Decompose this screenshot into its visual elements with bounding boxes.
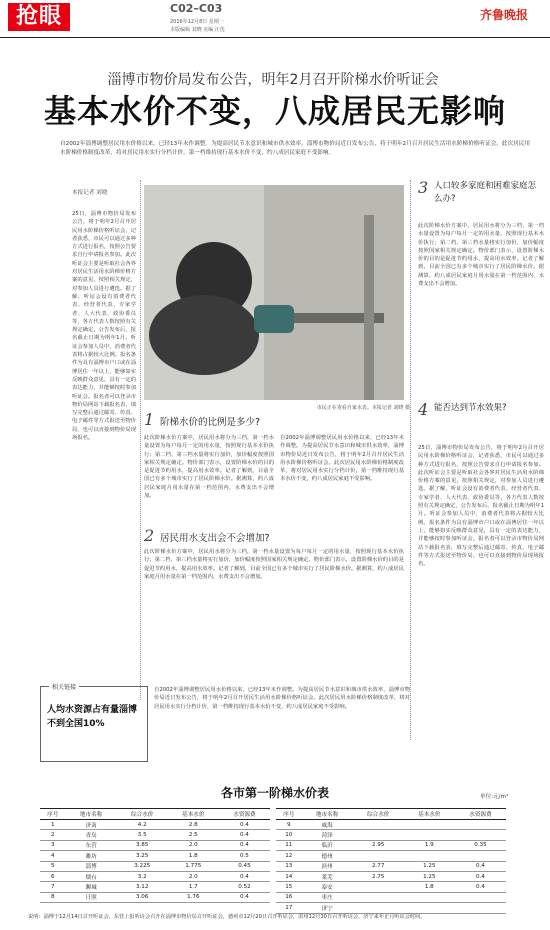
headline-kicker: 淄博市物价局发布公告，明年2月召开阶梯水价听证会 — [107, 72, 439, 88]
table-row — [276, 851, 506, 861]
table-cell: 东营 — [66, 840, 117, 850]
table-cell — [455, 830, 506, 840]
table-row — [276, 892, 506, 902]
table-cell: 2.75 — [353, 871, 404, 881]
body-col3: 自2002年淄博调整居民用水价格以来，已经13年未作调整。为提高居民节水意识和城市供水效率，淄博市物价局近日发布公告，将于明年2月召开居民生活用水阶梯价格听证会。此次居民用水阶梯价格制度改革，将对居民用水实行分档计价，第一档维持现行基本水价不变，约八成居民家庭不受影响。 — [280, 435, 404, 483]
table-cell: 4.2 — [117, 820, 168, 830]
table-row — [276, 830, 506, 840]
question-title: 人口较多家庭和困难家庭怎么办? — [434, 181, 537, 204]
table-row — [276, 882, 506, 892]
table-cell: 1.76 — [168, 892, 219, 902]
body-col4: 此次阶梯水价方案中，居民用水将分为三档，第一档水量设置为每户每月一定的用水量，按照现行基本水价执行；第二档、第三档水量将实行加价，加价幅度按照国家相关规定确定。物价部门表示，设置阶梯水价的目的是促进节约用水，提高用水效率。记者了解到，目前全国已有多个城市实行了居民阶梯水价。据测算，约八成居民家庭月用水量在第一档范围内，水费支出不会增加。 — [144, 549, 404, 580]
table-cell: 1 — [40, 820, 66, 830]
table-cell: 淄博 — [66, 861, 117, 871]
table-cell — [353, 892, 404, 902]
question-title: 阶梯水价的比例是多少? — [160, 417, 261, 428]
table-cell: 1.7 — [168, 882, 219, 892]
table-row — [40, 840, 270, 850]
table-cell: 济南 — [66, 820, 117, 830]
table-cell: 1.25 — [404, 861, 455, 871]
photo-caption: 市民正在查看自家水表。本报记者 刘晓 摄 — [316, 405, 410, 411]
table-cell: 2.0 — [168, 871, 219, 881]
table-cell: 0.45 — [219, 861, 270, 871]
table-cell — [455, 903, 506, 913]
table-cell: 0.4 — [219, 840, 270, 850]
header-cell: 序号 — [40, 809, 66, 820]
header-cell: 地市名称 — [66, 809, 117, 820]
col-divider — [410, 180, 411, 740]
issue-date: 2016年12月8日 星期一 — [170, 19, 224, 25]
question-4 — [418, 400, 544, 440]
table-cell: 3 — [40, 840, 66, 850]
table-cell: 潍坊 — [66, 851, 117, 861]
table-cell — [404, 830, 455, 840]
table-cell: 莱芜 — [302, 871, 353, 881]
table-cell: 菏泽 — [302, 830, 353, 840]
table-title: 各市第一阶梯水价表 — [220, 786, 329, 800]
table-cell: 聊城 — [66, 882, 117, 892]
question-number: 3 — [418, 178, 429, 197]
table-cell: 0.4 — [219, 892, 270, 902]
page-range: C02–C03 — [170, 2, 223, 15]
question-number: 2 — [144, 526, 155, 545]
table-cell: 1.8 — [404, 882, 455, 892]
table-cell: 青岛 — [66, 830, 117, 840]
table-row — [276, 861, 506, 871]
table-cell: 济宁 — [302, 903, 353, 913]
table-cell: 临沂 — [302, 840, 353, 850]
table-cell: 2.77 — [353, 861, 404, 871]
table-cell — [353, 820, 404, 830]
question-number: 1 — [144, 410, 155, 429]
table-cell: 0.4 — [219, 830, 270, 840]
table-cell: 枣庄 — [302, 892, 353, 902]
header-cell: 序号 — [276, 809, 302, 820]
table-row — [276, 903, 506, 913]
table-cell — [353, 903, 404, 913]
table-cell — [353, 882, 404, 892]
table-cell: 4 — [40, 851, 66, 861]
editor-line: 本版编辑 刘晓 美编 汪莲 — [170, 27, 225, 33]
table-cell: 0.35 — [455, 840, 506, 850]
table-row — [276, 820, 506, 830]
table-cell: 2.95 — [353, 840, 404, 850]
table-cell: 17 — [276, 903, 302, 913]
masthead — [0, 0, 550, 38]
table-cell: 10 — [276, 830, 302, 840]
table-footnote: 说明：淄博于12月14日召开听证会，东营上报听证会召开在淄博市物价局召开听证会，德州市12月20日召开听证会，滨州12月30日召开听证会，济宁来年正月听证会时间。 — [28, 914, 426, 920]
table-cell — [353, 830, 404, 840]
question-3 — [418, 178, 544, 218]
related-body: 自2002年淄博调整居民用水价格以来，已经13年未作调整。为提高居民节水意识和城市供水效率，淄博市物价局近日发布公告，将于明年2月召开居民生活用水阶梯价格听证会。此次居民用水阶梯价格制度改革，将对居民用水实行分档计价，第一档维持现行基本水价不变，约八成居民家庭不受影响。 — [154, 687, 410, 710]
table-cell — [404, 851, 455, 861]
table-cell: 1.775 — [168, 861, 219, 871]
header-cell: 水资源费 — [219, 809, 270, 820]
table-cell: 7 — [40, 882, 66, 892]
question-2 — [144, 526, 404, 544]
table-cell: 1.9 — [404, 840, 455, 850]
table-cell: 3.06 — [117, 892, 168, 902]
table-cell: 13 — [276, 861, 302, 871]
table-cell: 2.5 — [168, 830, 219, 840]
table-cell: 0.4 — [455, 882, 506, 892]
section-logo: 抢眼 — [8, 3, 70, 31]
table-cell: 5 — [40, 861, 66, 871]
table-cell: 威海 — [302, 820, 353, 830]
related-box — [40, 686, 148, 762]
paper-logo: 齐鲁晚报 — [480, 8, 529, 22]
byline: 本报记者 刘晓 — [72, 190, 108, 196]
table-cell: 滨州 — [302, 861, 353, 871]
table-unit: 单位:元/m³ — [480, 794, 509, 800]
related-title: 人均水资源占有量淄博不到全国10% — [47, 705, 138, 729]
table-cell: 0.4 — [219, 820, 270, 830]
photo-scene — [144, 185, 404, 400]
table-cell: 16 — [276, 892, 302, 902]
table-row — [40, 882, 270, 892]
price-table-right — [276, 808, 506, 914]
table-row — [40, 892, 270, 902]
table-cell: 11 — [276, 840, 302, 850]
body-col1: 25日，淄博市物价局发布公告，将于明年2月召开居民用水阶梯价格听证会，记者获悉，市民可以通过多种方式进行报名，按照公告要求自行申请报名参加。此次听证会主要是听取社会各界对居民生活用水阶梯价格方案的意见，按照相关规定，对参加人员进行遴选。据了解，听证会设有消费者代表、经营者代表、专家学者、人大代表、政协委员等，各方代表人数按照有关规定确定。公告发布后，报名截止日期为明年1月。听证会参加人员中，消费者代表将占据较大比例。报名条件为具有淄博市户口或在淄博居住一年以上，能够如实反映群众意见，具有一定的表达能力，并能够按时参加听证会。报名者可以登录市物价局网站下载报名表，填写完整后通过邮寄、传真、电子邮件等方式报送至物价局，也可以直接到物价局现场报名。 — [72, 211, 136, 442]
related-label: 相关链接 — [49, 682, 79, 691]
table-cell: 0.4 — [219, 871, 270, 881]
table-cell: 3.225 — [117, 861, 168, 871]
table-cell: 日照 — [66, 892, 117, 902]
table-cell: 3.85 — [117, 840, 168, 850]
headline-main: 基本水价不变，八成居民无影响 — [43, 92, 506, 130]
table-cell: 3.5 — [117, 830, 168, 840]
table-cell — [404, 903, 455, 913]
table-cell: 0.4 — [455, 861, 506, 871]
table-cell — [353, 851, 404, 861]
question-number: 4 — [418, 400, 429, 419]
table-cell: 3.2 — [117, 871, 168, 881]
col-divider — [140, 180, 141, 700]
table-header-row — [276, 809, 506, 820]
header-cell: 综合水价 — [117, 809, 168, 820]
table-cell — [404, 820, 455, 830]
header-cell: 基本水价 — [168, 809, 219, 820]
table-row — [40, 871, 270, 881]
question-title: 能否达到节水效果? — [434, 403, 507, 413]
table-cell: 3.25 — [117, 851, 168, 861]
table-cell: 2 — [40, 830, 66, 840]
body-col6: 25日，淄博市物价局发布公告，将于明年2月召开居民用水阶梯价格听证会，记者获悉，市民可以通过多种方式进行报名，按照公告要求自行申请报名参加。此次听证会主要是听取社会各界对居民生活用水阶梯价格方案的意见，按照相关规定，对参加人员进行遴选。据了解，听证会设有消费者代表、经营者代表、专家学者、人大代表、政协委员等，各方代表人数按照有关规定确定。公告发布后，报名截止日期为明年1月。听证会参加人员中，消费者代表将占据较大比例。报名条件为具有淄博市户口或在淄博居住一年以上，能够如实反映群众意见，具有一定的表达能力，并能够按时参加听证会。报名者可以登录市物价局网站下载报名表，填写完整后通过邮寄、传真、电子邮件等方式报送至物价局，也可以直接到物价局现场报名。 — [418, 445, 544, 568]
body-col2: 此次阶梯水价方案中，居民用水将分为三档，第一档水量设置为每户每月一定的用水量，按照现行基本水价执行；第二档、第三档水量将实行加价，加价幅度按照国家相关规定确定。物价部门表示，设置阶梯水价的目的是促进节约用水，提高用水效率。记者了解到，目前全国已有多个城市实行了居民阶梯水价。据测算，约八成居民家庭月用水量在第一档范围内，水费支出不会增加。 — [144, 435, 274, 500]
table-cell: 3.12 — [117, 882, 168, 892]
table-header-row — [40, 809, 270, 820]
table-cell: 烟台 — [66, 871, 117, 881]
table-cell: 1.8 — [168, 851, 219, 861]
header-cell: 地市名称 — [302, 809, 353, 820]
table-cell: 0.52 — [219, 882, 270, 892]
table-cell: 8 — [40, 892, 66, 902]
table-row — [40, 851, 270, 861]
table-row — [276, 840, 506, 850]
table-cell — [455, 820, 506, 830]
table-cell: 0.5 — [219, 851, 270, 861]
table-cell: 1.25 — [404, 871, 455, 881]
table-row — [276, 871, 506, 881]
header-cell: 水资源费 — [455, 809, 506, 820]
price-table-left — [40, 808, 270, 903]
table-cell — [455, 851, 506, 861]
news-photo — [144, 185, 404, 400]
question-1 — [144, 410, 404, 428]
table-cell: 14 — [276, 871, 302, 881]
table-cell — [404, 892, 455, 902]
table-cell: 0.4 — [455, 871, 506, 881]
table-row — [40, 830, 270, 840]
table-cell — [455, 892, 506, 902]
table-cell: 德州 — [302, 851, 353, 861]
table-cell: 2.8 — [168, 820, 219, 830]
header-cell: 基本水价 — [404, 809, 455, 820]
table-cell: 15 — [276, 882, 302, 892]
table-cell: 6 — [40, 871, 66, 881]
body-col5: 此次阶梯水价方案中，居民用水将分为三档，第一档水量设置为每户每月一定的用水量，按照现行基本水价执行；第二档、第三档水量将实行加价，加价幅度按照国家相关规定确定。物价部门表示，设置阶梯水价的目的是促进节约用水，提高用水效率。记者了解到，目前全国已有多个城市实行了居民阶梯水价。据测算，约八成居民家庭月用水量在第一档范围内，水费支出不会增加。 — [418, 223, 544, 288]
table-cell: 12 — [276, 851, 302, 861]
table-cell: 2.0 — [168, 840, 219, 850]
headline-lead: 自2002年淄博调整居民用水价格以来，已经13年未作调整。为提高居民节水意识和城市供水效率，淄博市物价局近日发布公告，将于明年2月召开居民生活用水阶梯价格听证会。此次居民用水阶梯价格制度改革，将对居民用水实行分档计价，第一档维持现行基本水价不变，约八成居民家庭不受影响。 — [60, 141, 530, 156]
question-title: 居民用水支出会不会增加? — [160, 533, 270, 544]
table-row — [40, 861, 270, 871]
table-cell: 泰安 — [302, 882, 353, 892]
table-row — [40, 820, 270, 830]
table-cell: 9 — [276, 820, 302, 830]
header-cell: 综合水价 — [353, 809, 404, 820]
